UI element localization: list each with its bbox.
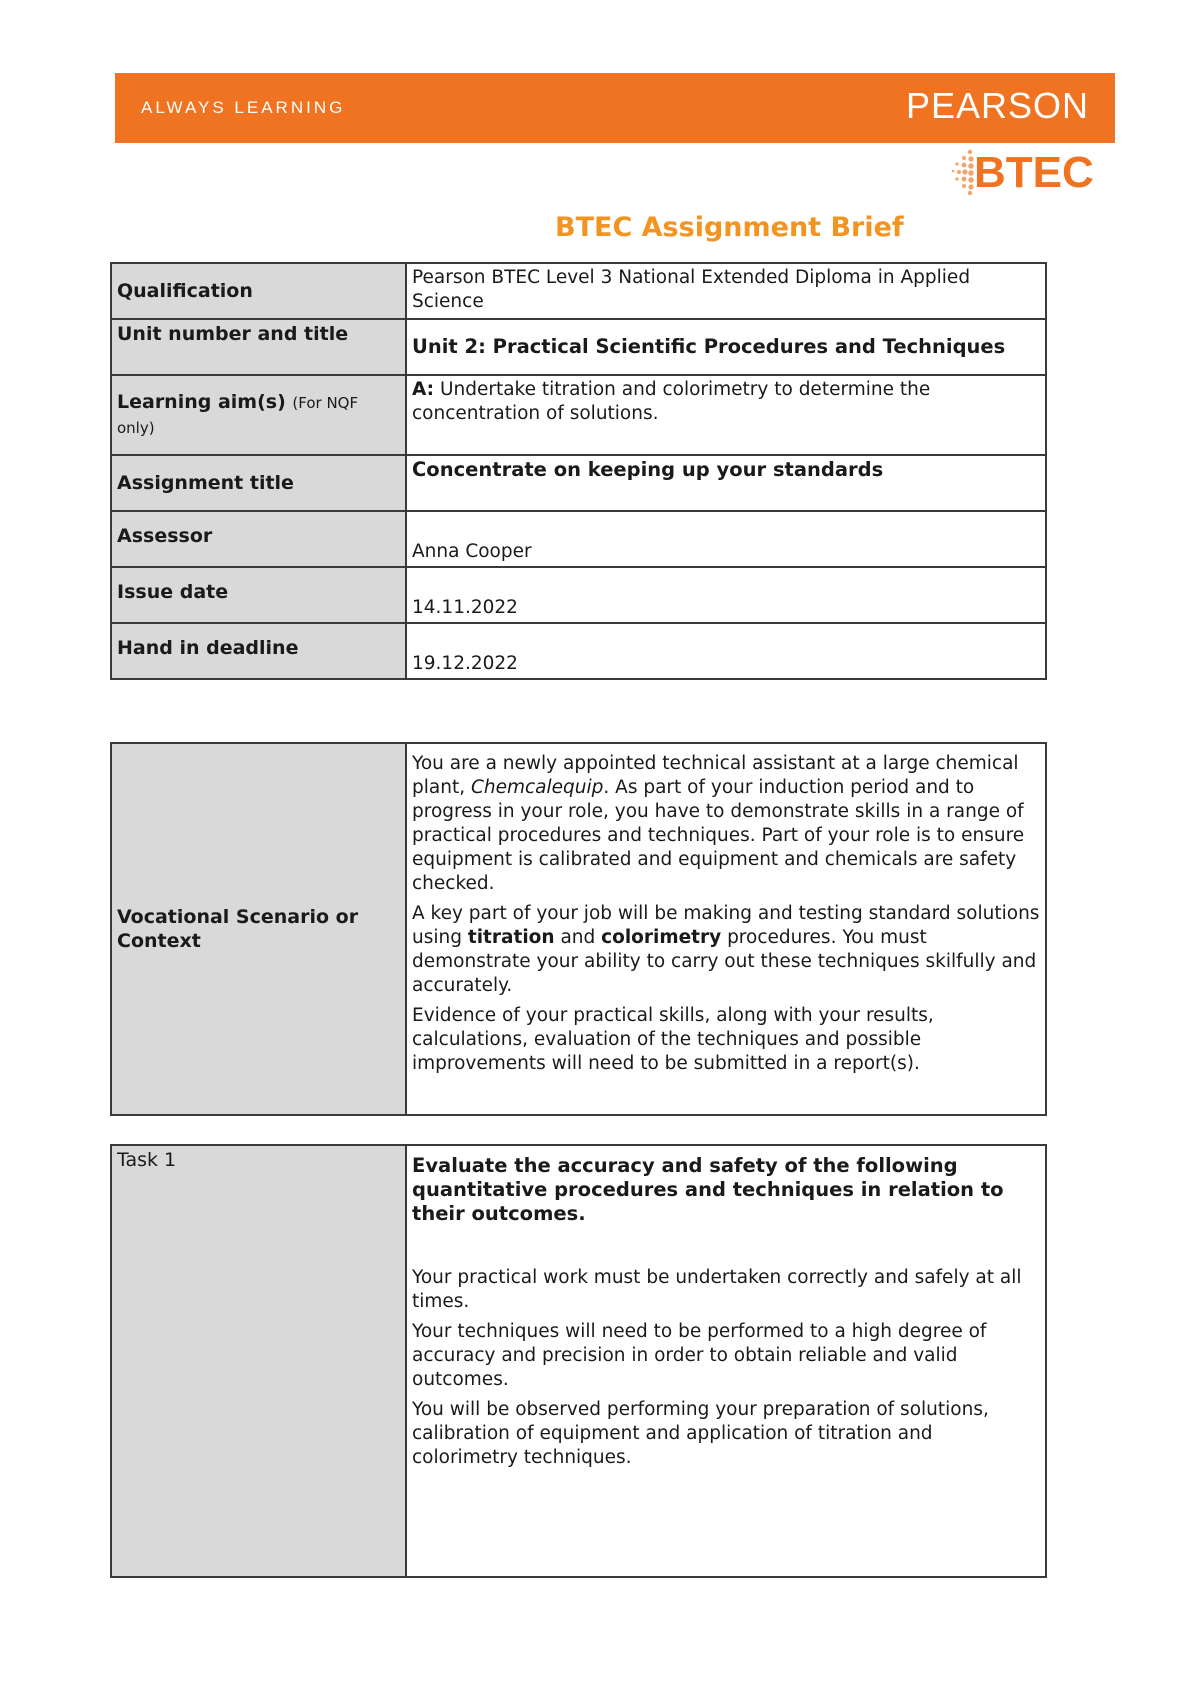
issue-date-row	[111, 567, 1046, 623]
qualification-row	[111, 263, 1046, 319]
company-name: Chemcalequip	[470, 777, 604, 798]
always-learning-tagline: ALWAYS LEARNING	[141, 98, 346, 117]
page-title: BTEC Assignment Brief	[555, 212, 904, 243]
keyword-colorimetry: colorimetry	[601, 927, 722, 948]
unit-value: Unit 2: Practical Scientific Procedures and Techniques	[406, 319, 1046, 375]
task1-row	[111, 1145, 1046, 1577]
task1-paragraph: Your practical work must be undertaken correctly and safely at all times.	[412, 1267, 1022, 1312]
assessor-row	[111, 511, 1046, 567]
pearson-logo: PEARSON	[905, 85, 1089, 126]
learning-aim-text: Undertake titration and colorimetry to determine the concentration of solutions.	[412, 379, 931, 424]
scenario-row	[111, 743, 1046, 1115]
scenario-p1-start: You are a newly appointed technical assistant at a large chemical plant,	[412, 753, 1019, 798]
assignment-title-value: Concentrate on keeping up your standards	[406, 455, 1046, 511]
pearson-banner	[115, 73, 1115, 143]
assignment-details-table	[110, 262, 1047, 680]
task1-paragraph: Your techniques will need to be performed to a high degree of accuracy and precision in order to obtain reliable and valid outcomes.	[412, 1321, 987, 1390]
learning-aim-label-text: Learning aim(s)	[117, 391, 286, 413]
learning-aim-prefix: A:	[412, 379, 435, 400]
task1-paragraph: You will be observed performing your preparation of solutions, calibration of equipment and application of titration and colorimetry techniques.	[412, 1399, 989, 1468]
scenario-p2-start: A key part of your job will be making and testing standard solutions using	[412, 903, 1040, 948]
issue-date-value: 14.11.2022	[406, 567, 1046, 623]
assessor-value: Anna Cooper	[406, 511, 1046, 567]
issue-date-label: Issue date	[111, 567, 406, 623]
deadline-label: Hand in deadline	[111, 623, 406, 679]
btec-logo	[950, 148, 1100, 196]
scenario-label: Vocational Scenario or Context	[111, 743, 406, 1115]
btec-dots-icon	[950, 148, 976, 196]
task1-content	[406, 1145, 1046, 1577]
scenario-p2-end: procedures. You must demonstrate your ability to carry out these techniques skilfully and accurately.	[412, 927, 1037, 996]
scenario-text	[406, 743, 1046, 1115]
qualification-value: Pearson BTEC Level 3 National Extended Diploma in Applied Science	[406, 263, 1046, 319]
task1-heading: Evaluate the accuracy and safety of the following quantitative procedures and techniques in relation to their outcomes.	[412, 1154, 1004, 1225]
assignment-title-label: Assignment title	[111, 455, 406, 511]
unit-label: Unit number and title	[111, 319, 406, 375]
scenario-p1-end: . As part of your induction period and to progress in your role, you have to demonstrate skills in a range of practical procedures and techniques. Part of your role is to ensure equipment is calibrated and equipment and chemicals are safety checked.	[412, 777, 1025, 894]
task1-table	[110, 1144, 1047, 1578]
qualification-label: Qualification	[111, 263, 406, 319]
learning-aim-label	[111, 375, 406, 455]
deadline-value: 19.12.2022	[406, 623, 1046, 679]
scenario-paragraph-1	[412, 752, 1040, 896]
learning-aim-row	[111, 375, 1046, 455]
unit-row	[111, 319, 1046, 375]
deadline-row	[111, 623, 1046, 679]
learning-aim-value	[406, 375, 1046, 455]
scenario-table	[110, 742, 1047, 1116]
scenario-paragraph-3: Evidence of your practical skills, along with your results, calculations, evaluation of the techniques and possible improvements will need to be submitted in a report(s).	[412, 1005, 934, 1074]
scenario-p2-and: and	[554, 927, 602, 948]
assessor-label: Assessor	[111, 511, 406, 567]
btec-wordmark: BTEC	[974, 148, 1094, 197]
keyword-titration: titration	[467, 927, 555, 948]
learning-aim-note: (For NQF only)	[117, 394, 359, 437]
assignment-title-row	[111, 455, 1046, 511]
scenario-paragraph-2	[412, 902, 1040, 998]
task1-label: Task 1	[111, 1145, 406, 1577]
